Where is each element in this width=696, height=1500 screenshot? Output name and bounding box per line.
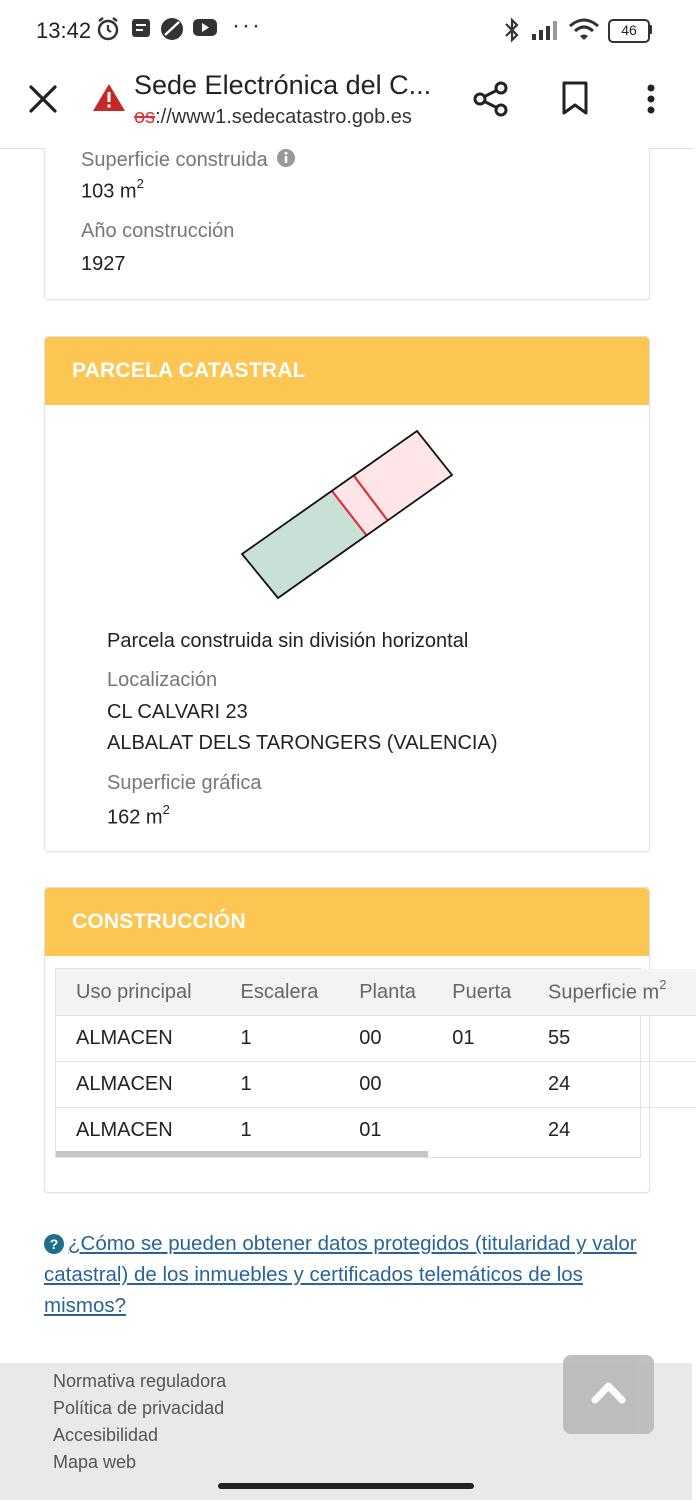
- chevron-up-icon: [563, 1355, 654, 1434]
- warning-icon[interactable]: [92, 82, 126, 112]
- more-vert-icon[interactable]: [640, 80, 662, 118]
- share-icon[interactable]: [472, 80, 510, 118]
- parcela-description: Parcela construida sin división horizontal: [107, 630, 469, 652]
- cell-planta: 00: [339, 1016, 432, 1062]
- table-row: [56, 1062, 696, 1108]
- home-indicator[interactable]: [218, 1483, 474, 1489]
- superficie-grafica-exp: 2: [162, 802, 170, 817]
- cell-superficie: 24: [528, 1108, 696, 1154]
- footer-link-normativa[interactable]: Normativa reguladora: [53, 1371, 227, 1391]
- construccion-card: [44, 887, 667, 1193]
- anio-construccion-label: Año construcción: [81, 220, 235, 242]
- cell-uso: ALMACEN: [56, 1062, 221, 1108]
- cell-superficie: 55: [528, 1016, 696, 1062]
- column-header-uso: Uso principal: [76, 980, 192, 1003]
- battery-icon: [608, 19, 650, 43]
- superficie-construida-value: [81, 178, 144, 204]
- superficie-construida-text: Superficie construida: [81, 149, 268, 171]
- app-circle-icon: [160, 16, 184, 40]
- table-row: [56, 1108, 696, 1154]
- superficie-construida-label: [81, 148, 296, 172]
- superficie-grafica-value: [107, 804, 170, 830]
- url-scheme: os: [134, 106, 156, 128]
- cell-escalera: 1: [221, 1016, 340, 1062]
- info-icon[interactable]: [276, 148, 296, 168]
- superficie-construida-number: 103 m: [81, 180, 137, 203]
- column-header-escalera: Escalera: [240, 980, 319, 1003]
- bookmark-icon[interactable]: [560, 80, 590, 116]
- page-title[interactable]: Sede Electrónica del C...: [134, 70, 432, 100]
- alarm-icon: [96, 16, 120, 42]
- wifi-icon: [568, 16, 600, 42]
- cell-puerta: [432, 1062, 528, 1108]
- youtube-icon: [192, 16, 218, 38]
- browser-toolbar: [0, 60, 692, 149]
- cell-uso: ALMACEN: [56, 1108, 221, 1154]
- localizacion-line1: CL CALVARI 23: [107, 701, 248, 723]
- battery-tip: [648, 25, 652, 34]
- table-header-row: [56, 969, 696, 1016]
- inmueble-card: [44, 148, 650, 300]
- page-url[interactable]: [134, 106, 412, 129]
- superficie-grafica-label: Superficie gráfica: [107, 772, 262, 794]
- parcel-map-image[interactable]: [235, 423, 465, 615]
- cell-puerta: [432, 1108, 528, 1154]
- help-link[interactable]: ¿Cómo se pueden obtener datos protegidos (titularidad y valor catastral) de los inmuebles y certificados telemáticos de los mismos?: [44, 1232, 637, 1317]
- cell-superficie: 24: [528, 1062, 696, 1108]
- status-bar: [0, 0, 692, 60]
- battery-level: 46: [621, 22, 637, 38]
- url-host: ://www1.sedecatastro.gob.es: [155, 106, 412, 128]
- column-header-superficie-exp: 2: [659, 977, 667, 993]
- back-to-top-button[interactable]: [563, 1355, 654, 1434]
- parcela-card: [44, 336, 650, 852]
- footer-link-mapa-web[interactable]: Mapa web: [53, 1452, 137, 1472]
- superficie-construida-exp: 2: [136, 176, 144, 191]
- column-header-puerta: Puerta: [452, 980, 512, 1003]
- help-paragraph: [44, 1228, 644, 1321]
- cell-escalera: 1: [221, 1062, 340, 1108]
- cell-escalera: 1: [221, 1108, 340, 1154]
- column-header-superficie: [528, 969, 696, 1016]
- footer-link-privacidad[interactable]: Política de privacidad: [53, 1398, 225, 1418]
- anio-construccion-value: 1927: [81, 253, 126, 275]
- construccion-table-scroll[interactable]: [55, 968, 667, 1158]
- parcela-header-title: PARCELA CATASTRAL: [72, 359, 306, 382]
- close-icon[interactable]: [26, 82, 60, 116]
- column-header-planta: Planta: [359, 980, 416, 1003]
- parcela-header: [45, 337, 649, 405]
- cell-puerta: 01: [432, 1016, 528, 1062]
- notes-icon: [130, 16, 152, 40]
- footer-link-accesibilidad[interactable]: Accesibilidad: [53, 1425, 159, 1445]
- construccion-table: [56, 969, 696, 1153]
- horizontal-scrollbar[interactable]: [56, 1151, 428, 1157]
- signal-icon: [530, 16, 562, 42]
- construccion-header-title: CONSTRUCCIÓN: [72, 910, 246, 933]
- bluetooth-icon: [502, 16, 522, 44]
- superficie-grafica-number: 162 m: [107, 806, 163, 829]
- status-time: 13:42: [36, 18, 92, 43]
- more-notifications-icon: ···: [232, 12, 262, 39]
- cell-planta: 01: [339, 1108, 432, 1154]
- cell-planta: 00: [339, 1062, 432, 1108]
- table-row: [56, 1016, 696, 1062]
- localizacion-label: Localización: [107, 669, 218, 691]
- construccion-header: [45, 888, 649, 956]
- question-icon: ?: [44, 1234, 64, 1254]
- column-header-superficie-text: Superficie m: [548, 981, 660, 1004]
- cell-uso: ALMACEN: [56, 1016, 221, 1062]
- localizacion-line2: ALBALAT DELS TARONGERS (VALENCIA): [107, 732, 498, 754]
